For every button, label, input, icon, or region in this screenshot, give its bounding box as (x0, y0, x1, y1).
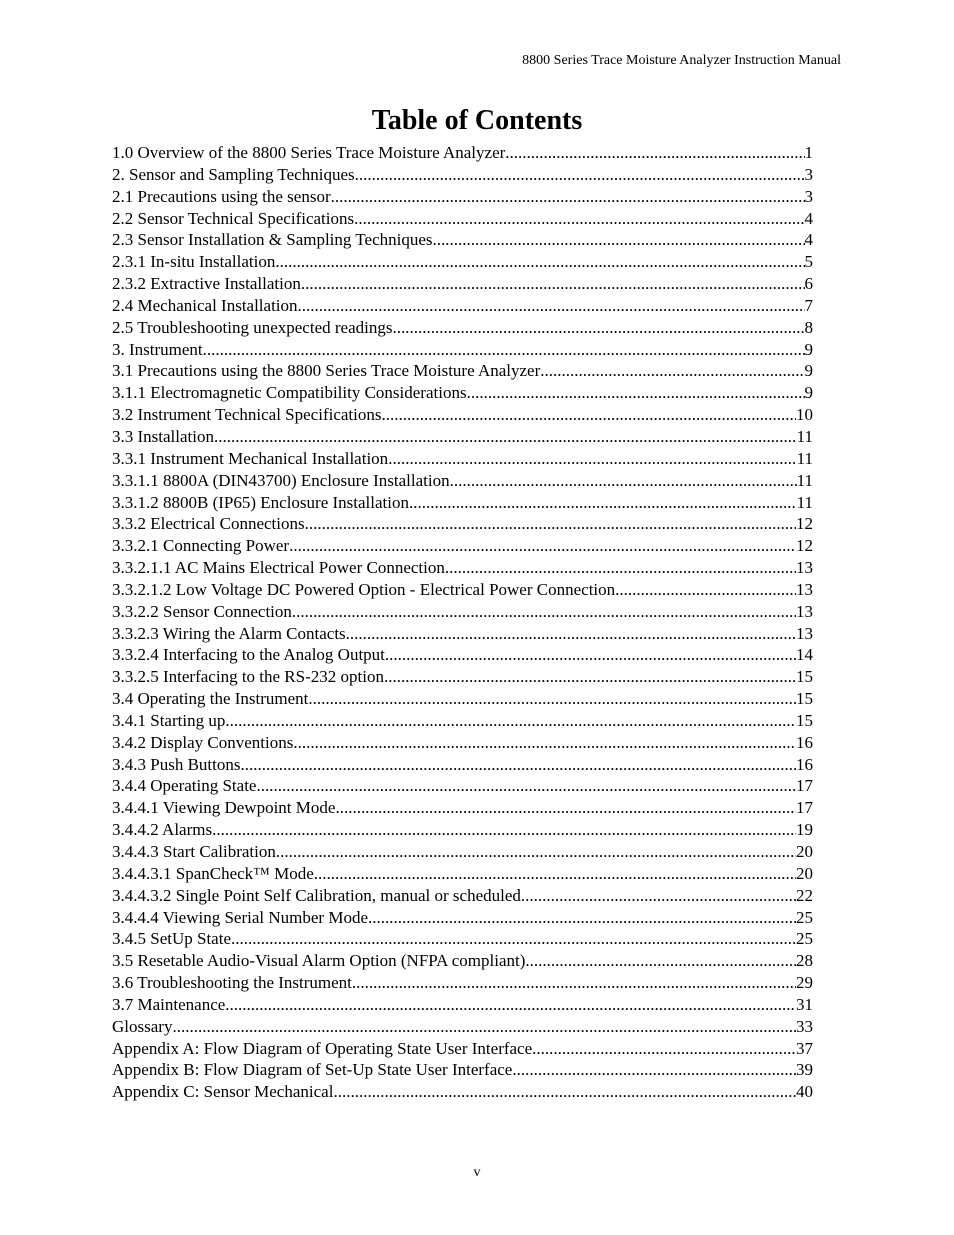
toc-entry[interactable] (112, 535, 813, 557)
page-number: v (473, 1165, 481, 1180)
toc-dot-leader (525, 950, 796, 972)
toc-dot-leader (615, 579, 796, 601)
toc-entry-label: Appendix A: Flow Diagram of Operating State User Interface (112, 1038, 533, 1058)
toc-entry-page-number: 13 (796, 579, 813, 599)
toc-entry-page-number: 15 (796, 667, 813, 687)
toc-dot-leader (521, 885, 796, 907)
toc-dot-leader (335, 797, 796, 819)
toc-entry[interactable] (112, 863, 813, 885)
toc-entry[interactable] (112, 229, 813, 251)
toc-entry-page-number: 15 (796, 689, 813, 709)
toc-entry-page-number: 5 (804, 252, 813, 272)
toc-entry-page-number: 37 (796, 1038, 813, 1058)
toc-entry-label: 3.3.2.1 Connecting Power (112, 536, 290, 556)
toc-entry-page-number: 20 (796, 842, 813, 861)
toc-entry-page-number: 12 (796, 514, 813, 534)
toc-entry-page-number: 13 (796, 601, 813, 621)
toc-entry[interactable] (112, 208, 813, 230)
toc-dot-leader (409, 492, 797, 514)
toc-dot-leader (385, 644, 796, 666)
toc-dot-leader (308, 688, 796, 710)
toc-dot-leader (331, 186, 805, 208)
toc-entry-label: 3.3.1.1 8800A (DIN43700) Enclosure Installation (112, 470, 450, 490)
toc-entry[interactable] (112, 819, 813, 841)
toc-entry-label: Glossary (112, 1016, 173, 1036)
toc-dot-leader (172, 1016, 796, 1038)
toc-dot-leader (305, 513, 796, 535)
toc-entry-label: 3.4.4.1 Viewing Dewpoint Mode (112, 798, 336, 818)
toc-entry[interactable] (112, 775, 813, 797)
toc-entry-page-number: 16 (796, 754, 813, 774)
toc-dot-leader (212, 819, 796, 841)
toc-entry-label: 3.4.4.4 Viewing Serial Number Mode (112, 907, 368, 927)
toc-entry[interactable] (112, 601, 813, 623)
toc-entry[interactable] (112, 1016, 813, 1038)
toc-entry-label: 3.5 Resetable Audio-Visual Alarm Option (NFPA compliant) (112, 951, 526, 971)
toc-entry-page-number: 25 (796, 929, 813, 949)
toc-entry-label: 3.4.4 Operating State (112, 776, 257, 796)
toc-dot-leader (346, 623, 796, 645)
toc-entry[interactable] (112, 972, 813, 994)
toc-entry-label: 3.1.1 Electromagnetic Compatibility Considerations (112, 383, 467, 403)
toc-dot-leader (392, 317, 804, 339)
toc-entry-label: 3.4.1 Starting up (112, 710, 226, 730)
toc-entry[interactable] (112, 382, 813, 404)
toc-entry-page-number: 12 (796, 536, 813, 556)
toc-dot-leader (256, 775, 796, 797)
toc-dot-leader (240, 754, 796, 776)
toc-entry-label: 3.4.3 Push Buttons (112, 754, 241, 774)
toc-dot-leader (355, 164, 805, 186)
toc-entry[interactable] (112, 907, 813, 929)
toc-entry-page-number: 39 (796, 1060, 813, 1080)
toc-entry-label: 2. Sensor and Sampling Techniques (112, 164, 355, 184)
toc-entry[interactable] (112, 448, 813, 470)
toc-entry-label: 3.3.1 Instrument Mechanical Installation (112, 448, 389, 468)
toc-entry-page-number: 4 (804, 208, 813, 228)
page-title: Table of Contents (371, 105, 583, 136)
toc-dot-leader (276, 841, 796, 863)
toc-entry[interactable] (112, 841, 813, 863)
toc-entry[interactable] (112, 688, 813, 710)
toc-entry-label: 3.3 Installation (112, 426, 214, 446)
toc-entry-label: 2.3 Sensor Installation & Sampling Techniques (112, 230, 433, 250)
toc-entry-label: 3.3.2.2 Sensor Connection (112, 601, 292, 621)
toc-entry[interactable] (112, 623, 813, 645)
toc-entry-page-number: 11 (796, 492, 813, 512)
toc-entry-page-number: 25 (796, 907, 813, 927)
toc-entry[interactable] (112, 797, 813, 819)
toc-dot-leader (289, 535, 796, 557)
toc-entry-page-number: 19 (796, 820, 813, 840)
toc-entry[interactable] (112, 513, 813, 535)
toc-entry-label: 2.2 Sensor Technical Specifications (112, 208, 355, 228)
toc-entry-label: 2.4 Mechanical Installation (112, 295, 298, 315)
toc-entry-label: 3.3.2.5 Interfacing to the RS-232 option (112, 667, 384, 687)
toc-entry-label: 3.3.2.1.2 Low Voltage DC Powered Option - Electrical Power Connection (112, 579, 616, 599)
toc-entry-label: 3.7 Maintenance (112, 994, 226, 1014)
toc-entry-page-number: 9 (804, 383, 813, 403)
toc-dot-leader (505, 142, 804, 164)
toc-entry-label: 3.3.2.3 Wiring the Alarm Contacts (112, 623, 346, 643)
toc-entry-label: 2.1 Precautions using the sensor (112, 186, 331, 206)
toc-dot-leader (467, 382, 805, 404)
toc-entry-page-number: 29 (796, 973, 813, 993)
toc-entry-label: 3.4.5 SetUp State (112, 929, 231, 949)
toc-entry-page-number: 1 (804, 143, 813, 162)
toc-dot-leader (388, 448, 796, 470)
toc-entry[interactable] (112, 164, 813, 186)
toc-entry-page-number: 3 (804, 164, 813, 184)
toc-entry-page-number: 22 (796, 885, 813, 905)
toc-entry[interactable] (112, 1038, 813, 1060)
toc-entry-page-number: 8 (804, 317, 813, 337)
toc-entry[interactable] (112, 754, 813, 776)
toc-entry-page-number: 7 (804, 295, 813, 315)
running-header: 8800 Series Trace Moisture Analyzer Instruction Manual (522, 53, 841, 68)
toc-entry-page-number: 9 (804, 339, 813, 359)
toc-entry-label: 3.4.2 Display Conventions (112, 732, 294, 752)
toc-entry-label: 3.4.4.3.2 Single Point Self Calibration, manual or scheduled (112, 885, 521, 905)
toc-entry-label: 3.3.2 Electrical Connections (112, 514, 305, 534)
toc-dot-leader (293, 732, 796, 754)
toc-entry-page-number: 15 (796, 710, 813, 730)
toc-entry[interactable] (112, 295, 813, 317)
toc-dot-leader (512, 1059, 796, 1081)
toc-entry-label: 3.4.4.2 Alarms (112, 820, 213, 840)
toc-dot-leader (231, 928, 796, 950)
toc-entry[interactable] (112, 1059, 813, 1081)
toc-dot-leader (301, 273, 805, 295)
toc-entry[interactable] (112, 710, 813, 732)
toc-entry-label: 3.3.1.2 8800B (IP65) Enclosure Installation (112, 492, 409, 512)
toc-entry-page-number: 13 (796, 558, 813, 578)
toc-dot-leader (540, 360, 804, 382)
toc-entry-label: 2.5 Troubleshooting unexpected readings (112, 317, 393, 337)
toc-entry-page-number: 11 (796, 470, 813, 490)
toc-entry-label: 3.2 Instrument Technical Specifications (112, 405, 382, 425)
toc-dot-leader (298, 295, 805, 317)
toc-entry-label: 3.3.2.1.1 AC Mains Electrical Power Connection (112, 558, 445, 578)
toc-entry[interactable] (112, 251, 813, 273)
toc-entry-label: 3. Instrument (112, 339, 203, 359)
toc-entry-label: 3.4.4.3.1 SpanCheck™ Mode (112, 863, 314, 883)
toc-entry-label: Appendix C: Sensor Mechanical (112, 1082, 334, 1102)
toc-entry[interactable] (112, 317, 813, 339)
toc-entry[interactable] (112, 1081, 813, 1103)
toc-entry-label: 3.6 Troubleshooting the Instrument (112, 973, 352, 993)
toc-entry[interactable] (112, 732, 813, 754)
toc-entry[interactable] (112, 273, 813, 295)
toc-dot-leader (225, 994, 796, 1016)
toc-entry-page-number: 33 (796, 1016, 813, 1036)
toc-dot-leader (214, 426, 797, 448)
toc-entry[interactable] (112, 404, 813, 426)
toc-entry[interactable] (112, 644, 813, 666)
toc-entry-page-number: 40 (796, 1082, 813, 1102)
toc-entry[interactable] (112, 928, 813, 950)
toc-dot-leader (433, 229, 805, 251)
toc-entry-page-number: 14 (796, 645, 813, 665)
toc-entry[interactable] (112, 994, 813, 1016)
toc-dot-leader (292, 601, 796, 623)
toc-entry-page-number: 16 (796, 732, 813, 752)
toc-entry[interactable] (112, 666, 813, 688)
toc-entry[interactable] (112, 339, 813, 361)
toc-dot-leader (333, 1081, 796, 1103)
toc-entry[interactable] (112, 360, 813, 382)
toc-entry-page-number: 4 (804, 230, 813, 250)
toc-entry-page-number: 31 (796, 994, 813, 1014)
toc-entry-page-number: 28 (796, 951, 813, 971)
toc-dot-leader (368, 907, 796, 929)
toc-entry[interactable] (112, 950, 813, 972)
toc-dot-leader (445, 557, 796, 579)
toc-entry-page-number: 3 (804, 186, 813, 206)
toc-entry-label: 2.3.2 Extractive Installation (112, 274, 301, 294)
toc-dot-leader (381, 404, 796, 426)
toc-entry[interactable] (112, 579, 813, 601)
toc-entry[interactable] (112, 470, 813, 492)
toc-dot-leader (225, 710, 796, 732)
toc-dot-leader (384, 666, 796, 688)
toc-entry-page-number: 11 (796, 448, 813, 468)
toc-entry-label: 2.3.1 In-situ Installation (112, 252, 276, 272)
toc-entry-page-number: 6 (804, 274, 813, 294)
toc-dot-leader (354, 208, 804, 230)
toc-entry-label: 3.4.4.3 Start Calibration (112, 842, 276, 861)
toc-entry-label: 3.1 Precautions using the 8800 Series Trace Moisture Analyzer (112, 361, 541, 381)
toc-entry[interactable] (112, 142, 813, 164)
toc-entry-page-number: 20 (796, 863, 813, 883)
toc-entry-label: 1.0 Overview of the 8800 Series Trace Moisture Analyzer (112, 143, 506, 162)
toc-dot-leader (532, 1038, 796, 1060)
toc-entry-page-number: 13 (796, 623, 813, 643)
toc-dot-leader (352, 972, 796, 994)
toc-entry[interactable] (112, 557, 813, 579)
toc-entry-label: Appendix B: Flow Diagram of Set-Up State User Interface (112, 1060, 513, 1080)
toc-entry-page-number: 9 (804, 361, 813, 381)
toc-dot-leader (314, 863, 796, 885)
toc-entry[interactable] (112, 426, 813, 448)
toc-dot-leader (450, 470, 797, 492)
toc-entry[interactable] (112, 885, 813, 907)
toc-entry[interactable] (112, 186, 813, 208)
toc-entry[interactable] (112, 492, 813, 514)
toc-list (112, 142, 813, 1103)
toc-entry-page-number: 11 (796, 426, 813, 446)
toc-entry-page-number: 17 (796, 798, 813, 818)
toc-entry-label: 3.3.2.4 Interfacing to the Analog Output (112, 645, 385, 665)
toc-dot-leader (275, 251, 804, 273)
toc-entry-page-number: 10 (796, 405, 813, 425)
toc-entry-label: 3.4 Operating the Instrument (112, 689, 309, 709)
toc-entry-page-number: 17 (796, 776, 813, 796)
toc-dot-leader (203, 339, 805, 361)
